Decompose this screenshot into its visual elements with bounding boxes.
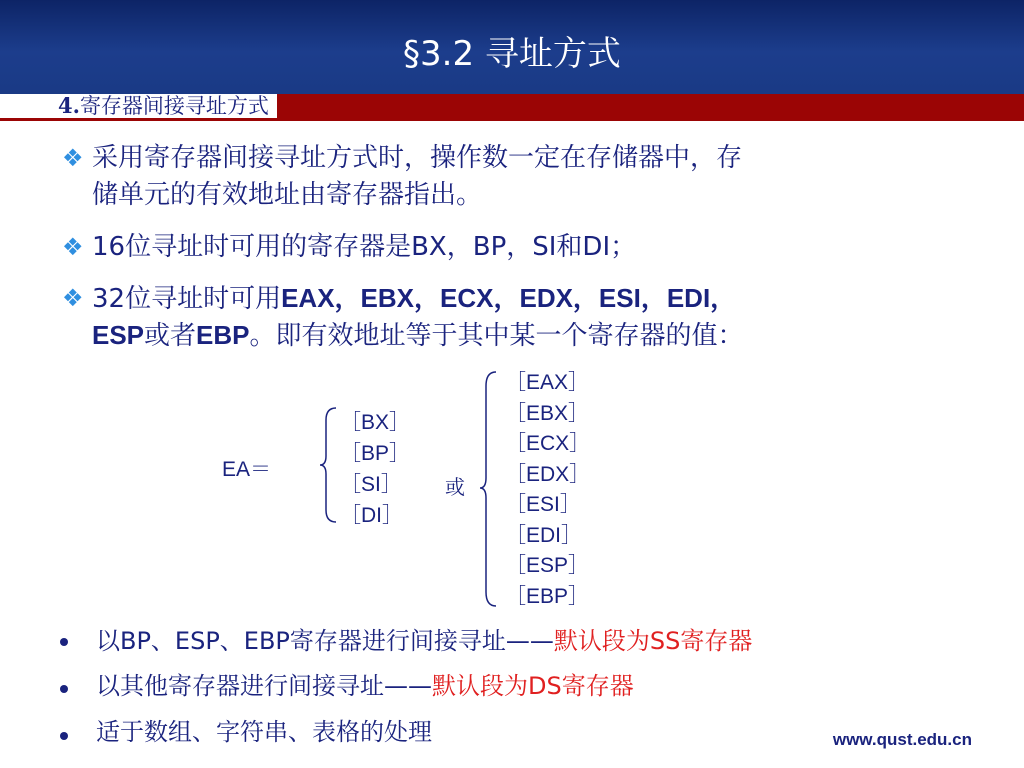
register-list: EAX，EBX，ECX，EDX，ESI，EDI， [281,283,737,313]
brace-32bit [480,370,500,610]
register-entry: ［ESP］ [505,554,590,577]
register-entry: ［BX］ [340,411,411,434]
register-entry: ［EBP］ [505,584,590,608]
bullet-dot-icon [60,638,68,646]
register-entry: ［SI］ [340,473,402,496]
bullet-line: 储单元的有效地址由寄存器指出。 [92,180,483,210]
register-entry: ［ESI］ [505,493,581,516]
diamond-bullet-icon: ❖ [62,144,84,172]
note-line [96,717,432,747]
note-highlight: 默认段为SS寄存器 [553,627,753,655]
note-highlight: 默认段为DS寄存器 [432,672,634,700]
bullet-line [92,317,744,354]
title-banner [0,0,1024,94]
bullet-item [62,140,962,220]
section-subheading [0,94,277,118]
register-entry: ［ECX］ [505,432,591,455]
bullet-text: 。即有效地址等于其中某一个寄存器的值： [249,321,744,351]
bullet-line: 采用寄存器间接寻址方式时，操作数一定在存储器中，存 [92,143,743,173]
bullet-item [62,229,962,269]
footer-url: www.qust.edu.cn [832,730,972,749]
bullet-text: 32位寻址时可用 [92,284,282,314]
register-esp: ESP [92,320,145,350]
bullet-line: 16位寻址时可用的寄存器是BX，BP，SI和DI； [92,232,637,262]
bullet-dot-icon [60,732,68,740]
note-text: 适于数组、字符串、表格的处理 [96,718,432,746]
slide-title: §3.2 寻址方式 [403,34,621,74]
note-line [96,626,752,656]
note-text: 以BP、ESP、EBP寄存器进行间接寻址—— [96,627,554,655]
subheading-text: 寄存器间接寻址方式 [79,94,269,118]
subheading-number: 4. [58,93,80,118]
diamond-bullet-icon: ❖ [62,233,84,261]
bullet-text: 或者 [144,321,197,351]
register-entry: ［EDX］ [505,462,591,486]
diamond-bullet-icon: ❖ [62,284,84,312]
register-entry: ［EDI］ [505,523,583,547]
register-ebp: EBP [196,320,250,350]
ea-label: EA＝ [222,458,272,481]
brace-16bit [320,406,340,524]
or-label: 或 [445,475,465,499]
register-entry: ［EAX］ [505,371,590,394]
register-entry: ［DI］ [340,504,403,527]
register-entry: ［BP］ [340,442,411,465]
note-text: 以其他寄存器进行间接寻址—— [96,672,432,700]
register-entry: ［EBX］ [505,401,590,425]
bullet-dot-icon [60,685,68,693]
bullet-item [62,280,962,360]
bullet-line [92,280,736,317]
note-line [96,671,634,701]
